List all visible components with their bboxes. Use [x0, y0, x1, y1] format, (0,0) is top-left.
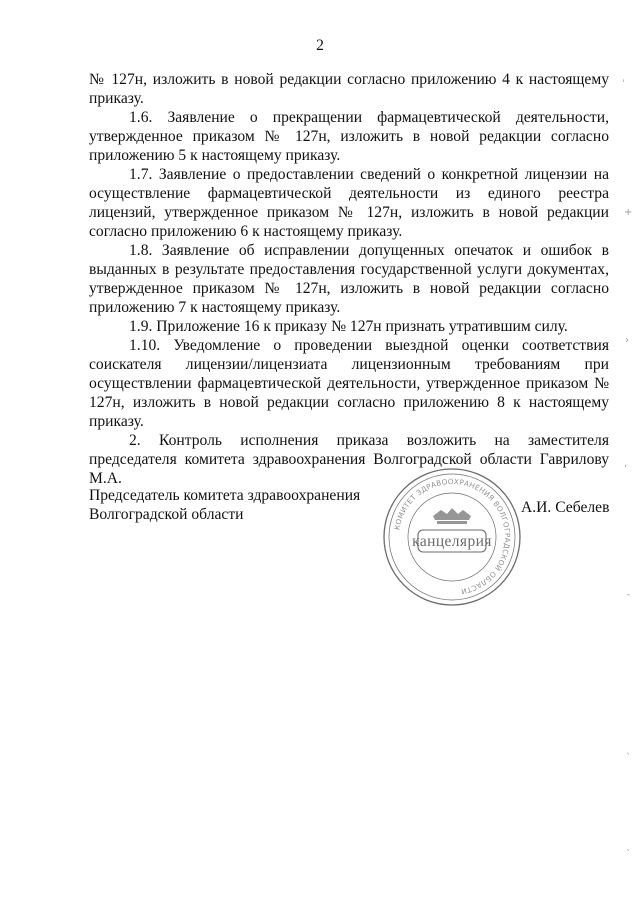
scan-artifact-mark: ˈ	[622, 79, 625, 90]
scan-artifact-mark: ˋ	[626, 849, 631, 860]
signatory-position	[89, 486, 379, 524]
scan-artifact-mark: ¯	[626, 594, 631, 605]
page-number: 2	[316, 37, 324, 54]
seal-emblem	[433, 508, 471, 524]
scan-artifact-mark: ›	[625, 335, 629, 346]
signatory-position-line-2: Волгоградской области	[89, 506, 244, 523]
order-paragraph: 1.9. Приложение 16 к приказу № 127н признать утратившим силу.	[129, 318, 568, 335]
order-paragraph: 1.8. Заявление об исправлении допущенных опечаток и ошибок в выданных в результате предоставления государственной услуги документах, утвержденное приказом № 127н, изложить в новой редакции согласно приложению 7 к настоящему приказу.	[89, 242, 609, 316]
seal-ring-text: КОМИТЕТ ЗДРАВООХРАНЕНИЯ ВОЛГОГРАДСКОЙ ОБЛАСТИ	[392, 476, 513, 597]
scan-artifact-mark: +	[624, 207, 633, 218]
office-seal-stamp	[381, 466, 523, 608]
order-paragraph: 1.6. Заявление о прекращении фармацевтической деятельности, утвержденное приказом № 127н, изложить в новой редакции согласно приложению 5 к настоящему приказу.	[89, 109, 609, 164]
order-paragraph: № 127н, изложить в новой редакции согласно приложению 4 к настоящему приказу.	[89, 71, 609, 107]
signatory-name: А.И. Себелев	[521, 499, 610, 516]
seal-center-text: канцелярия	[412, 533, 492, 550]
signatory-position-line-1: Председатель комитета здравоохранения	[89, 487, 361, 504]
order-paragraph: 1.7. Заявление о предоставлении сведений о конкретной лицензии на осуществление фармацевтической деятельности из единого реестра лицензий, утвержденное приказом № 127н, изложить в новой редакции согласно приложению 6 к настоящему приказу.	[89, 166, 609, 240]
scan-artifact-mark: ʼ	[624, 464, 628, 475]
order-body	[89, 70, 609, 488]
scan-artifact-mark: ˎ	[626, 744, 631, 755]
order-paragraph: 2. Контроль исполнения приказа возложить на заместителя председателя комитета здравоохранения Волгоградской области Гаврилову М.А.	[89, 432, 609, 487]
order-paragraph: 1.10. Уведомление о проведении выездной оценки соответствия соискателя лицензии/лицензиата лицензионным требованиям при осуществлении фармацевтической деятельности, утвержденное приказом № 127н, изложить в новой редакции согласно приложению 8 к настоящему приказу.	[89, 337, 609, 430]
